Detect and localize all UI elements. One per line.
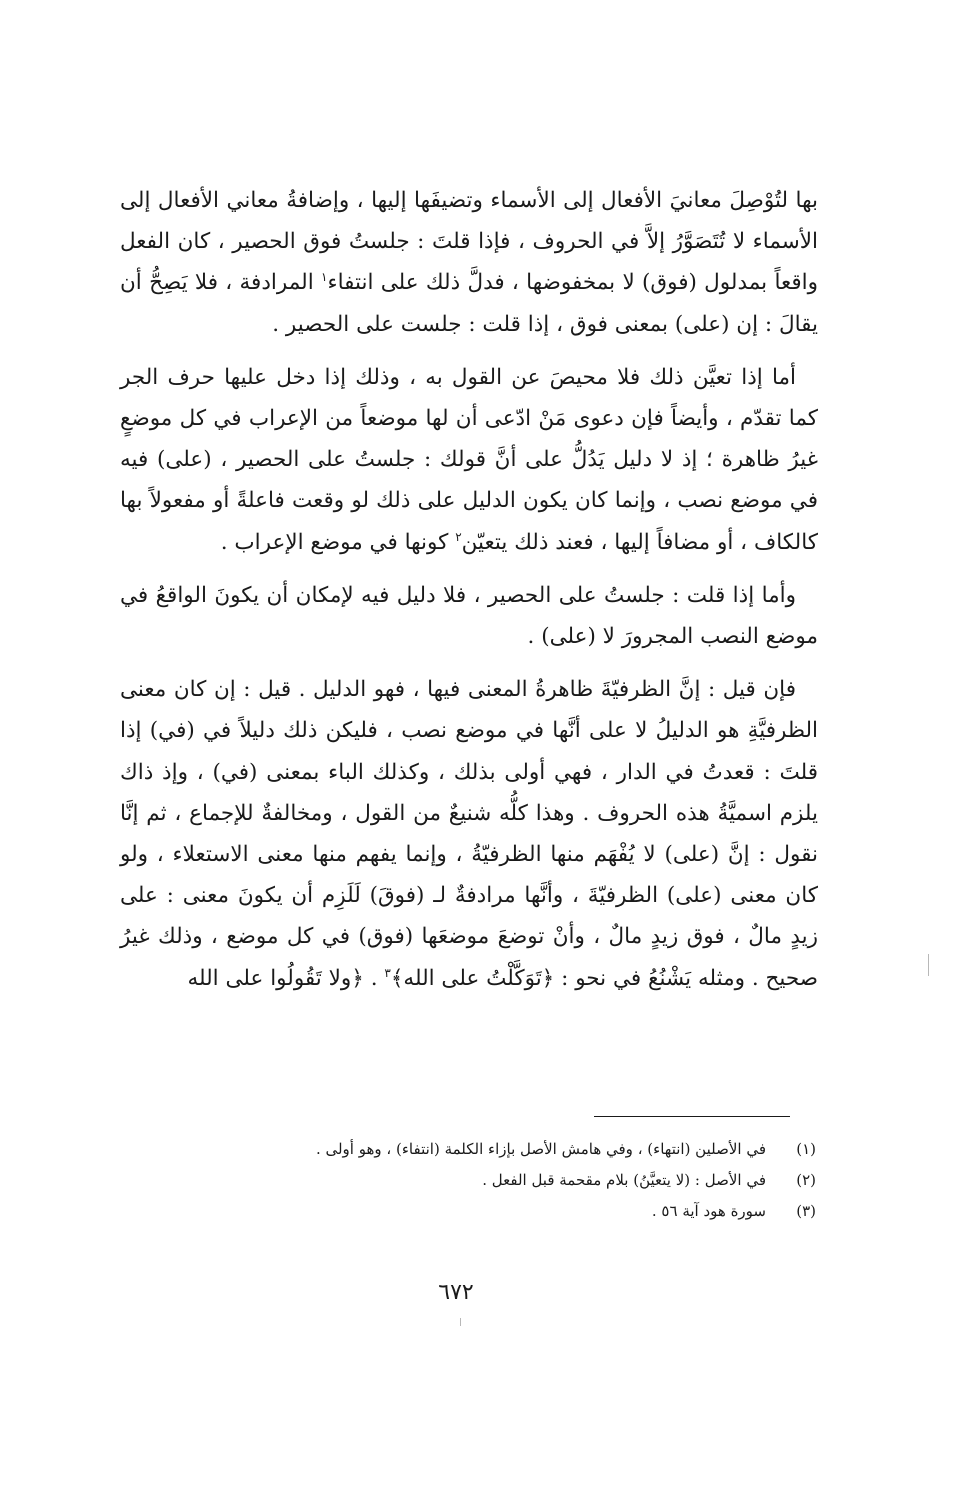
footnote <box>120 1134 816 1165</box>
footnote-number: (٣) <box>796 1202 816 1220</box>
paragraph-text: فإن قيل : إنَّ الظرفيّةَ ظاهرةُ المعنى فيها ، فهو الدليل . قيل : إن كان معنى الظرفيَّةِ هو الدليلُ لا على أنَّها في موضع نصب ، فليكن ذلك دليلاً في (في) إذا قلتَ : قعدتُ في الدار ، فهي أولى بذلك ، وكذلك الباء بمعنى (في) ، وإذ ذاك يلزم اسميَّةُ هذه الحروف . وهذا كلُّه شنيعٌ من القول ، ومخالفةٌ للإجماع ، ثم إنَّا نقول : إنَّ (على) لا يُفْهَم منها الظرفيّةُ ، وإنما يفهم منها معنى الاستعلاء ، ولو كان معنى (على) الظرفيّةَ ، وأنَّها مرادفةٌ لـ (فوقَ) لَلَزِم أن يكونَ معنى : على زيدٍ مالٌ ، فوق زيدٍ مالٌ ، وأنْ توضعَ موضعَها (فوق) في كل موضع ، وذلك غيرُ صحيح . ومثله يَشْنُعُ في نحو : ﴿تَوَكَّلْتُ على الله﴾ <box>120 677 818 991</box>
paragraph <box>120 575 818 657</box>
footnote <box>120 1196 816 1227</box>
scan-mark <box>928 954 929 976</box>
paragraph-text: كونها في موضع الإعراب . <box>220 529 456 555</box>
paragraph <box>120 669 818 999</box>
footnote-text: في الأصلين (انتهاء) ، وفي هامش الأصل بإزاء الكلمة (انتفاء) ، وهو أولى . <box>315 1140 766 1158</box>
footnotes <box>120 1134 816 1227</box>
footnote-number: (١) <box>796 1140 816 1158</box>
paragraph <box>120 357 818 563</box>
paragraph-text: بها لتُوْصِلَ معانيَ الأفعال إلى الأسماء وتضيفَها إليها ، وإضافةُ معاني الأفعال إلى الأسماء لا تُتَصَوَّرُ إلاَّ في الحروف ، فإذا قلتَ : جلستُ فوق الحصير ، كان الفعل واقعاً بمدلول (فوق) لا بمخفوضها ، فدلَّ ذلك على انتفاء <box>120 188 819 296</box>
footnote-text: في الأصل : (لا يتعيَّنُ) بلام مقحمة قبل الفعل . <box>482 1171 766 1189</box>
footnote-reference: ١ <box>321 270 328 285</box>
paragraph-text: وأما إذا قلت : جلستُ على الحصير ، فلا دليل فيه لإمكان أن يكونَ الواقعُ في موضع النصب المجرورَ لا (على) . <box>120 582 818 650</box>
footnote-number: (٢) <box>796 1171 816 1189</box>
main-text <box>120 180 818 999</box>
page-number: ٦٧٢ <box>438 1280 474 1305</box>
paragraph-text: المرادفة ، فلا يَصِحُّ أن يقالَ : إن (على) بمعنى فوق ، إذا قلت : جلست على الحصير . <box>120 270 818 337</box>
footnote-separator <box>594 1116 790 1117</box>
footnote-reference: ٢ <box>455 529 462 544</box>
paragraph-text: أما إذا تعيَّن ذلك فلا محيصَ عن القول به ، وذلك إذا دخل عليها حرف الجر كما تقدّم ، وأيضاً فإن دعوى مَنْ ادّعى أن لها موضعاً من الإعراب في كل موضعٍ غيرُ ظاهرة ؛ إذ لا دليل يَدُلُّ على أنَّ قولك : جلستُ على الحصير ، (على) فيه في موضع نصب ، وإنما كان يكون الدليل على ذلك لو وقعت فاعلةً أو مفعولاً بها كالكاف ، أو مضافاً إليها ، فعند ذلك يتعيّن <box>120 364 818 555</box>
footnote-reference: ٣ <box>384 965 391 980</box>
footnote-text: سورة هود آية ٥٦ . <box>651 1202 766 1220</box>
paragraph <box>120 180 818 345</box>
scan-mark <box>460 1318 461 1326</box>
paragraph-text: . ﴿ولا تَقُولُوا على الله <box>187 965 385 991</box>
footnote <box>120 1165 816 1196</box>
